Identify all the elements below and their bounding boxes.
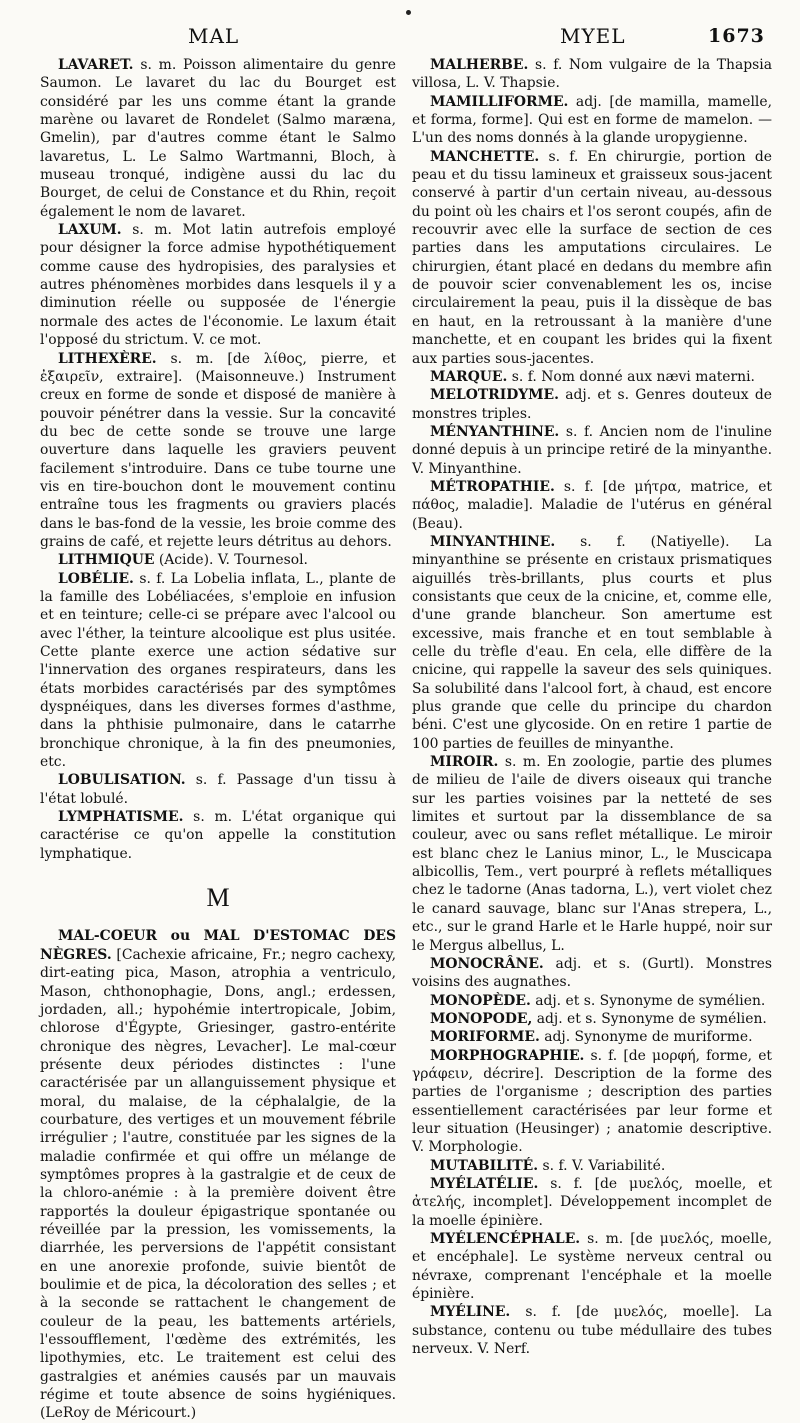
entry-text: adj. Synonyme de muriforme.	[539, 1029, 753, 1046]
dictionary-entry	[412, 1047, 772, 1157]
entry-headword: MALHERBE.	[430, 57, 529, 73]
section-letter: M	[206, 883, 230, 913]
entry-headword: MIROIR.	[430, 754, 499, 771]
entry-text: s. f. Nom donné aux nævi materni.	[507, 368, 755, 385]
entry-headword: MYÉLENCÉPHALE.	[430, 1231, 581, 1247]
entry-text: s. m. Mot latin autrefois employé pour désigner la force admise hypothétiquement comme cause des hydropisies, des paralysies et autres phénomènes morbides dans lesquels il y a diminution réelle ou supposée de l'énergie normale des actes de l'économie. Le laxum était l'opposé du strictum. V. ce mot.	[40, 222, 396, 349]
entry-text: s. f. [de μυελός, moelle, et ἀτελής, incomplet]. Développement incomplet de la moelle épinière.	[412, 1175, 772, 1229]
dictionary-entry	[40, 221, 396, 349]
right-entries	[412, 56, 772, 1358]
entry-headword: MORIFORME.	[430, 1029, 540, 1046]
entry-headword: LITHEXÈRE.	[58, 350, 157, 367]
entry-text: s. f. Passage d'un tissu à l'état lobulé.	[40, 772, 396, 807]
entry-headword: LOBULISATION.	[58, 772, 186, 789]
entry-headword: MÉTROPATHIE.	[430, 478, 555, 495]
entry-text: s. f. La Lobelia inflata, L., plante de la famille des Lobéliacées, s'emploie en infusion et en teinture; celle-ci se prépare avec l'alcool ou avec l'éther, la teinture alcoolique est plus usitée. Cette plante exerce une action sédative sur l'innervation des organes respirateurs, dans les états morbides caractérisés par des symptômes dyspnéiques, dans les diverses formes d'asthme, dans la phthisie pulmonaire, dans le catarrhe bronchique chronique, à la fin des pneumonies, etc.	[40, 570, 396, 771]
dictionary-entry	[412, 533, 772, 753]
dictionary-entry	[412, 1028, 772, 1046]
entry-text: adj. et s. Synonyme de symélien.	[532, 1010, 767, 1027]
dictionary-entry	[412, 1303, 772, 1358]
entry-text: s. f. Nom vulgaire de la Thapsia villosa, L. V. Thapsie.	[412, 57, 772, 92]
entry-headword: MORPHOGRAPHIE.	[430, 1047, 585, 1064]
left-column	[40, 56, 396, 1423]
entry-headword: MUTABILITÉ.	[430, 1157, 539, 1174]
entry-headword: MÉNYANTHINE.	[430, 423, 560, 440]
dictionary-entry	[412, 753, 772, 955]
dictionary-entry	[412, 1010, 772, 1028]
dictionary-entry	[412, 93, 772, 148]
ink-dot	[406, 10, 411, 15]
entry-headword: LAVARET.	[58, 57, 134, 73]
entry-text: s. m. [de λίθος, pierre, et ἐξαιρεῖν, extraire]. (Maisonneuve.) Instrument creux en forme de sonde et disposé de manière à pouvoir pénétrer dans la vessie. Sur la concavité du bec de cette sonde se trouve une large ouverture dans laquelle les graviers peuvent facilement s'introduire. Dans ce tube tourne une vis en tire-bouchon dont le mouvement continu entraîne tous les fragments ou graviers placés dans le bas-fond de la vessie, les broie comme des grains de café, et rejette leurs détritus au dehors.	[40, 350, 396, 550]
entry-text: s. f. V. Variabilité.	[538, 1157, 666, 1174]
left-entries-after	[40, 927, 396, 1422]
entry-headword: MINYANTHINE.	[430, 533, 556, 550]
entry-headword: LAXUM.	[58, 222, 122, 239]
entry-text: adj. [de mamilla, mamelle, et forma, forme]. Qui est en forme de mamelon. — L'un des noms donnés à la glande uropygienne.	[412, 93, 772, 147]
entry-text: s. m. L'état organique qui caractérise ce qu'on appelle la constitution lymphatique.	[40, 809, 396, 862]
dictionary-entry	[412, 423, 772, 478]
running-head-right: MYEL	[560, 24, 626, 48]
entry-text: [Cachexie africaine, Fr.; negro cachexy, dirt-eating pica, Mason, atrophia a ventriculo, Mason, chthonophagie, Dons, angl.; erdessen, jordaden, all.; hypohémie intertropicale, Jobim, chlorose d'Égypte, Griesinger, gastro-entérite chronique des nègres, Levacher]. Le mal-cœur présente deux périodes distinctes : l'une caractérisée par un allanguissement physique et moral, du malaise, de la céphalalgie, de la courbature, des vertiges et un mouvement fébrile irrégulier ; l'autre, constituée par les signes de la maladie confirmée et qui offre un mélange de symptômes propres à la gastralgie et de ceux de la chloro-anémie : à la première doivent être rapportés la douleur épigastrique spontanée ou réveillée par la pression, les vomissements, la diarrhée, les perversions de l'appétit consistant en une anorexie profonde, suivie bientôt de boulimie et de pica, la décoloration des selles ; et à la seconde se rattachent le changement de couleur de la peau, les battements artériels, l'essoufflement, l'œdème des extrémités, les lipothymies, etc. Le traitement est celui des gastralgies et anémies causés par un mauvais régime et toute absence de soins hygiéniques. (LeRoy de Méricourt.)	[40, 946, 396, 1422]
dictionary-entry	[412, 992, 772, 1010]
dictionary-entry	[40, 771, 396, 808]
dictionary-entry	[412, 1230, 772, 1303]
right-column	[412, 56, 772, 1358]
page-number: 1673	[708, 25, 765, 47]
entry-headword: LITHMIQUE	[58, 552, 155, 569]
entry-text: adj. et s. Synonyme de symélien.	[530, 992, 766, 1009]
entry-text: s. m. [de μυελός, moelle, et encéphale]. Le système nerveux central ou névraxe, comprenant l'encéphale et la moelle épinière.	[412, 1231, 772, 1303]
dictionary-entry	[412, 368, 772, 386]
entry-text: (Acide). V. Tournesol.	[154, 552, 308, 569]
entry-headword: LYMPHATISME.	[58, 809, 184, 826]
entry-headword: MYÉLATÉLIE.	[430, 1175, 539, 1192]
running-head-left: MAL	[188, 24, 240, 48]
entry-headword: MAMILLIFORME.	[430, 93, 569, 110]
entry-headword: MONOPODE,	[430, 1010, 533, 1027]
left-entries	[40, 56, 396, 863]
entry-text: s. f. (Natiyelle). La minyanthine se présente en cristaux prismatiques aiguillés très-brillants, plus courts et plus consistants que ceux de la cnicine, et, comme elle, d'une grande blancheur. Son amertume est excessive, mais franche et en tout semblable à celle du trèfle d'eau. En cela, elle diffère de la cnicine, qui rappelle la saveur des sels quiniques. Sa solubilité dans l'alcool fort, à chaud, est encore plus grande que celle du principe du chardon béni. C'est une glycoside. On en retire 1 partie de 100 parties de feuilles de minyanthe.	[412, 533, 772, 752]
dictionary-entry	[412, 478, 772, 533]
dictionary-entry	[40, 808, 396, 863]
entry-headword: MONOPÈDE.	[430, 992, 531, 1009]
dictionary-entry	[40, 927, 396, 1422]
dictionary-entry	[412, 1157, 772, 1175]
dictionary-entry	[40, 570, 396, 772]
entry-text: adj. et s. Genres douteux de monstres triples.	[412, 387, 772, 422]
dictionary-entry	[412, 955, 772, 992]
entry-text: s. f. [de μορφή, forme, et γράφειν, décrire]. Description de la forme des parties de l'organisme ; description des parties essentiellement caractérisées par leur forme et leur situation (Heusinger) ; anatomie descriptive. V. Morphologie.	[412, 1047, 772, 1156]
entry-text: s. f. En chirurgie, portion de peau et du tissu lamineux et graisseux sous-jacent conservé à partir d'un certain niveau, au-dessous du point où les chairs et l'os seront coupés, afin de recouvrir avec elle la surface de section de ces parties dans les amputations circulaires. Le chirurgien, étant placé en dedans du membre afin de pouvoir scier convenablement les os, incise circulairement la peau, puis il la dissèque de bas en haut, en la retroussant à la manière d'une manchette, et en coupant les brides qui la fixent aux parties sous-jacentes.	[412, 148, 772, 367]
dictionary-entry	[40, 56, 396, 221]
dictionary-entry	[40, 551, 396, 569]
entry-text: s. f. [de μυελός, moelle]. La substance, contenu ou tube médullaire des tubes nerveux. V. Nerf.	[412, 1304, 772, 1358]
entry-headword: LOBÉLIE.	[58, 570, 134, 587]
entry-text: s. f. Ancien nom de l'inuline donné depuis à un principe retiré de la minyanthe. V. Minyanthine.	[412, 423, 772, 477]
entry-headword: MANCHETTE.	[430, 148, 540, 165]
entry-headword: MYÉLINE.	[430, 1304, 511, 1321]
dictionary-entry	[412, 148, 772, 368]
dictionary-entry	[412, 1175, 772, 1230]
dictionary-entry	[412, 56, 772, 93]
entry-headword: MARQUE.	[430, 368, 508, 385]
entry-text: s. f. [de μήτρα, matrice, et πάθος, maladie]. Maladie de l'utérus en général (Beau).	[412, 478, 772, 532]
entry-headword: MELOTRIDYME.	[430, 387, 559, 404]
entry-text: adj. et s. (Gurtl). Monstres voisins des augnathes.	[412, 955, 772, 991]
entry-text: s. m. Poisson alimentaire du genre Saumon. Le lavaret du lac du Bourget est considéré par les uns comme étant la grande marène ou lavaret de Rondelet (Salmo maræna, Gmelin), par d'autres comme étant le Salmo lavaretus, L. Le Salmo Wartmanni, Bloch, à museau tronqué, indigène aussi du lac du Bourget, de celui de Constance et du Rhin, reçoit également le nom de lavaret.	[40, 57, 396, 220]
entry-headword: MAL-COEUR ou MAL D'ESTOMAC DES NÈGRES.	[40, 928, 396, 963]
entry-headword: MONOCRÂNE.	[430, 955, 544, 972]
entry-text: s. m. En zoologie, partie des plumes de milieu de l'aile de divers oiseaux qui tranche sur les parties voisines par la netteté de ses limites et surtout par la dissemblance de sa couleur, avec ou sans reflet métallique. Le miroir est blanc chez le Lanius minor, L., le Muscicapa albicollis, Tem., vert pourpré à reflets métalliques chez le tadorne (Anas tadorna, L.), vert violet chez le canard sauvage, blanc sur l'Anas strepera, L., etc., sur le grand Harle et le Harle huppé, noir sur le Mergus albellus, L.	[412, 754, 772, 954]
dictionary-entry	[412, 386, 772, 423]
dictionary-entry	[40, 350, 396, 552]
